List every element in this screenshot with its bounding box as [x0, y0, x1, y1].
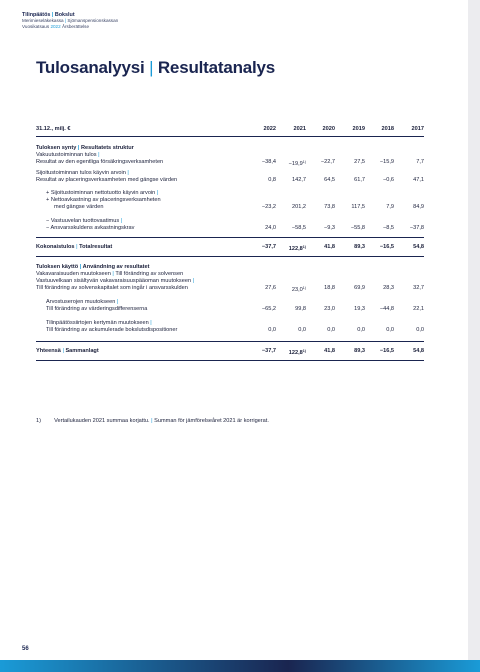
header-report-sv: Årsberättelse [61, 24, 90, 29]
divider [36, 237, 424, 238]
year-header: 2020 [322, 126, 335, 132]
page-title-sv: Resultatanalys [157, 58, 276, 77]
header-report-fi: Vuosikatsaus [22, 24, 50, 29]
running-header: Tilinpäätös | Bokslut Merimieseläkekassa | Sjömanspensionskassan Vuosikatsaus 2022 Årsberättelse [22, 12, 119, 29]
footnote-sv: Summan för jämförelseåret 2021 är korrigerat. [154, 418, 269, 424]
year-header: 2017 [411, 126, 424, 132]
page-title: Tulosanalyysi | Resultatanalys [36, 58, 276, 77]
divider [36, 136, 424, 137]
page-title-fi: Tulosanalyysi [36, 58, 145, 77]
page: Tilinpäätös | Bokslut Merimieseläkekassa | Sjömanspensionskassan Vuosikatsaus 2022 Årsberättelse Tulosanalyysi | Resultatanalys 31.12., milj. € 2022 2021 2020 2019 2018 2017 Tuloksen synty | Resultatets struktur Vakuutustoiminnan tulos | Resultat av den egentliga försäkringsverksamheten −38,4 $-19,9^{1)}$ −22,7 27,5 −15,9 7,7 Sijoitustoiminnan tulos käyvin arvoin | Resultat av placeringsverksamheten med gängse värden 0,8 142,7 64,5 61,7 −0,6 47,1 + Sijoitustoiminnan nettotuotto käyvin arvoin | + Nettoavkastning av placeringsverksamheten med gängse värden −23,2 201,2 73,8 117,5 7,9 84,9 − Vastuuvelan tuottovaatimus | − Ansvarsskuldens avkastningskrav 24,0 −58,5 −9,3 −55,8 −8,5 −37,8 Kokonaistulos | Totalresultat −37,7 122,8$^{1)}$ 41,8 89,3 −16,5 54,8 Tuloksen käyttö | Användning av resultatet Vakavaraisuuden muutokseen | Till förändring av solvensen Vastuuvelkaan sisältyvän vakavaraisuuspääoman muutokseen | Till förändring av solvenskapitalet som ingår i ansvarsskulden 27,6 23,0$^{1)}$ 18,8 69,9 28,3 32,7 Arvostuserojen muutokseen | Till förändring av värderingsdifferenserna −65,2 99,8 23,0 19,3 −44,8 22,1 Tilinpäätössiirtojen kertymän muutokseen | Till förändring av ackumulerade bokslutsdispositioner 0,0 0,0 0,0 0,0 0,0 0,0 Yhteensä | Sammanlagt −37,7 122,8$^{1)}$ 41,8 89,3 −16,5 54,8 1) Vertailukauden 2021 summaa korjattu. | Summan för jämförelseåret 2021 är korrigerat. 56 [0, 0, 468, 660]
footnote: 1) Vertailukauden 2021 summaa korjattu. | Summan för jämförelseåret 2021 är korrigerat. [36, 418, 269, 424]
year-header: 2018 [381, 126, 394, 132]
header-title-sv: Bokslut [54, 12, 75, 18]
footnote-number: 1) [36, 418, 41, 424]
header-year: 2022 [50, 24, 61, 29]
header-title-fi: Tilinpäätös [22, 12, 51, 18]
divider [36, 256, 424, 257]
divider [36, 341, 424, 342]
year-header: 2021 [293, 126, 306, 132]
page-number: 56 [22, 646, 29, 652]
year-header: 2019 [352, 126, 365, 132]
footnote-fi: Vertailukauden 2021 summaa korjattu. [54, 418, 150, 424]
decorative-footer-band [0, 660, 480, 672]
header-org-sv: Sjömanspensionskassan [67, 18, 119, 23]
divider [36, 360, 424, 361]
header-org-fi: Merimieseläkekassa [22, 18, 64, 23]
year-header: 2022 [263, 126, 276, 132]
unit-label: 31.12., milj. € [36, 126, 71, 132]
